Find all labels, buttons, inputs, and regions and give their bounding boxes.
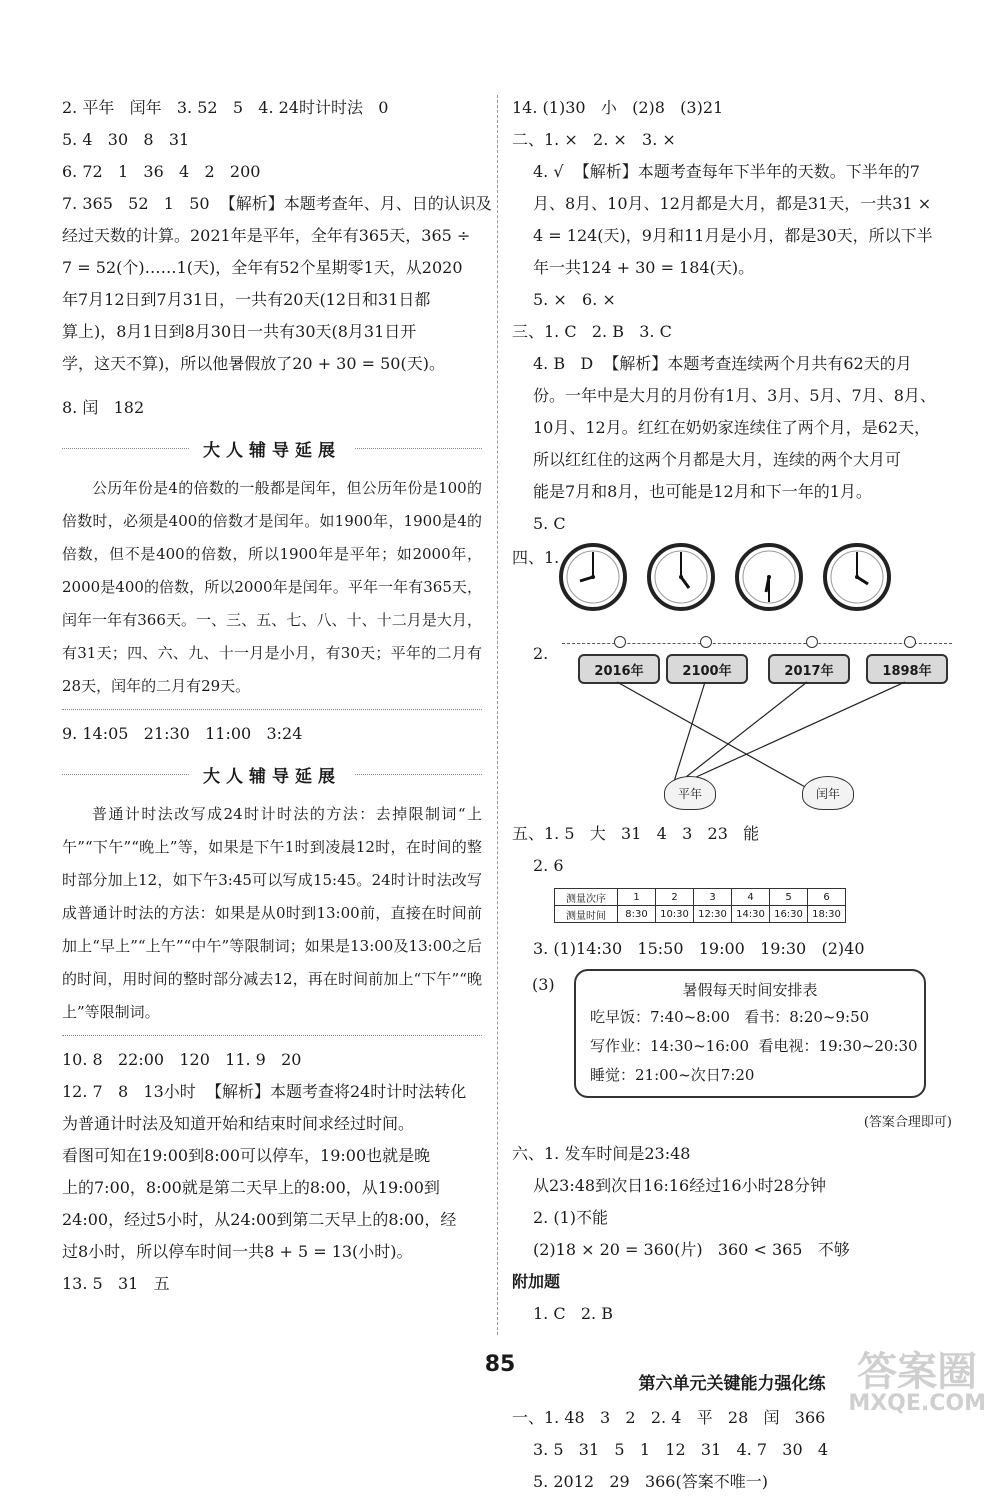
column-divider: [497, 95, 498, 1335]
year-box: 2017年: [768, 654, 850, 684]
answer-line: 过8小时，所以停车时间一共8 + 5 = 13(小时)。: [62, 1242, 413, 1261]
answer-line: 五、1. 5 大 31 4 3 23 能: [512, 824, 760, 843]
extension-title: 大人辅导延展: [62, 428, 482, 468]
question-label: 2.: [533, 644, 549, 663]
answer-line: 三、1. C 2. B 3. C: [512, 322, 672, 341]
table-row: [555, 889, 846, 906]
extension-end-rule: [62, 1035, 482, 1036]
clock-icon: [734, 542, 804, 612]
table-cell: 12:30: [694, 906, 732, 923]
schedule-title: 暑假每天时间安排表: [682, 981, 818, 999]
answer-line: 10. 8 22:00 120 11. 9 20: [62, 1050, 302, 1069]
year-matching-diagram: [512, 626, 952, 816]
answer-line: (2)18 × 20 = 360(片) 360 < 365 不够: [533, 1240, 850, 1259]
clock-icon: [558, 542, 628, 612]
table-cell: 16:30: [770, 906, 808, 923]
answer-line: 14. (1)30 小 (2)8 (3)21: [512, 98, 724, 117]
schedule-row: 睡觉：21:00~次日7:20: [590, 1066, 755, 1084]
schedule-row: 吃早饭：7:40~8:00 看书：8:20~9:50: [590, 1008, 870, 1026]
answer-line: 2. 6: [533, 856, 564, 875]
answer-line: 13. 5 31 五: [62, 1274, 170, 1293]
extension-title: 大人辅导延展: [62, 754, 482, 794]
answer-line: 2. 平年 闰年 3. 52 5 4. 24时计时法 0: [62, 98, 389, 117]
clock-icon: [822, 542, 892, 612]
table-cell: 测量时间: [555, 906, 618, 923]
table-row: [555, 906, 846, 923]
table-cell: 18:30: [808, 906, 846, 923]
answer-line: 从23:48到次日16:16经过16小时28分钟: [533, 1176, 826, 1195]
answer-note: (答案合理即可): [863, 1115, 952, 1130]
answer-line: 5. × 6. ×: [533, 290, 616, 309]
clock-icon: [646, 542, 716, 612]
extension-note: 普通计时法改写成24时计时法的方法：去掉限制词“上午”“下午”“晚上”等，如果是下午1时到凌晨12时，在时间的整时部分加上12，如下午3:45可以写成15:45。24时计时法改写成普通计时法的方法：如果是从0时到13:00前，直接在时间前加上“早上”“上午”“中午”等限制词；如果是13:00及13:00之后的时间，用时间的整时部分减去12，再在时间前加上“下午”“晚上”等限制词。: [62, 805, 482, 1021]
matching-lines: [512, 626, 952, 816]
watermark-logo: 答案圈 MXQE.COM: [848, 1349, 986, 1416]
schedule-block: [512, 969, 952, 1098]
answer-line: 9. 14:05 21:30 11:00 3:24: [62, 724, 303, 743]
extension-end-rule: [62, 709, 482, 710]
answer-line: 学，这天不算)，所以他暑假放了20 + 30 = 50(天)。: [62, 354, 445, 373]
answer-line: 12. 7 8 13小时 【解析】本题考查将24时计时法转化: [62, 1082, 467, 1101]
year-box: 2016年: [578, 654, 660, 684]
answer-line: 二、1. × 2. × 3. ×: [512, 130, 676, 149]
answer-line: 1. C 2. B: [533, 1304, 613, 1323]
answer-line: 5. 4 30 8 31: [62, 130, 190, 149]
clock-row: [558, 542, 952, 612]
question-label: 四、1.: [512, 548, 560, 567]
answer-line: 10月、12月。红红在奶奶家连续住了两个月，是62天，: [533, 418, 931, 437]
answer-line: 4 = 124(天)，9月和11月是小月，都是30天，所以下半: [533, 226, 933, 245]
table-cell: 1: [618, 889, 656, 906]
answer-line: 所以红红住的这两个月都是大月，连续的两个大月可: [533, 450, 902, 469]
table-cell: 3: [694, 889, 732, 906]
schedule-row: 写作业：14:30~16:00 看电视：19:30~20:30: [590, 1037, 918, 1055]
schedule-box: [574, 969, 926, 1098]
answer-line: 年一共124 + 30 = 184(天)。: [533, 258, 755, 277]
answer-line: 4. B D 【解析】本题考查连续两个月共有62天的月: [533, 354, 912, 373]
answer-line: 5. C: [533, 514, 566, 533]
table-cell: 测量次序: [555, 889, 618, 906]
table-cell: 2: [656, 889, 694, 906]
answer-line: 算上)，8月1日到8月30日一共有30天(8月31日开: [62, 322, 417, 341]
clock-answers: [512, 542, 952, 626]
bonus-title: 附加题: [512, 1272, 561, 1291]
answer-line: 7. 365 52 1 50 【解析】本题考查年、月、日的认识及: [62, 194, 492, 213]
answer-line: 4. √ 【解析】本题考查每年下半年的天数。下半年的7: [533, 162, 920, 181]
answer-line: 为普通计时法及知道开始和结束时间求经过时间。: [62, 1114, 415, 1133]
measurement-table: [554, 888, 846, 923]
answer-line: 6. 72 1 36 4 2 200: [62, 162, 261, 181]
unit-title: 第六单元关键能力强化练: [638, 1374, 826, 1394]
answer-line: 能是7月和8月，也可能是12月和下一年的1月。: [533, 482, 872, 501]
answer-line: 3. (1)14:30 15:50 19:00 19:30 (2)40: [533, 939, 865, 958]
answer-line: 年7月12日到7月31日，一共有20天(12日和31日都: [62, 290, 431, 309]
year-box: 1898年: [866, 654, 948, 684]
answer-line: 月、8月、10月、12月都是大月，都是31天，一共31 ×: [533, 194, 932, 213]
page-number: 85: [484, 1352, 516, 1377]
answer-line: 份。一年中是大月的月份有1月、3月、5月、7月、8月、: [533, 386, 936, 405]
shell-leap-year: 闰年: [802, 776, 854, 810]
answer-line: 2. (1)不能: [533, 1208, 609, 1227]
answer-line: 24:00，经过5小时，从24:00到第二天早上的8:00，经: [62, 1210, 457, 1229]
answer-line: 六、1. 发车时间是23:48: [512, 1144, 691, 1163]
answer-line: 看图可知在19:00到8:00可以停车，19:00也就是晚: [62, 1146, 431, 1165]
left-column: [62, 92, 492, 1300]
table-cell: 4: [732, 889, 770, 906]
year-box: 2100年: [666, 654, 748, 684]
answer-line: 3. 5 31 5 1 12 31 4. 7 30 4: [533, 1440, 829, 1459]
answer-line: 一、1. 48 3 2 2. 4 平 28 闰 366: [512, 1408, 826, 1427]
table-cell: 14:30: [732, 906, 770, 923]
extension-note: 公历年份是4的倍数的一般都是闰年，但公历年份是100的倍数时，必须是400的倍数才是闰年。如1900年，1900是4的倍数，但不是400的倍数，所以1900年是平年；如2000年，2000是400的倍数，所以2000年是闰年。平年一年有365天，闰年一年有366天。一、三、五、七、八、十、十二月是大月，有31天；四、六、九、十一月是小月，有30天；平年的二月有28天，闰年的二月有29天。: [62, 479, 482, 695]
question-label: (3): [532, 975, 555, 994]
right-column: [512, 92, 952, 1498]
answer-line: 8. 闰 182: [62, 398, 145, 417]
table-cell: 10:30: [656, 906, 694, 923]
answer-line: 7 = 52(个)……1(天)，全年有52个星期零1天，从2020: [62, 258, 463, 277]
table-cell: 8:30: [618, 906, 656, 923]
answer-line: 5. 2012 29 366(答案不唯一): [533, 1472, 768, 1491]
table-cell: 5: [770, 889, 808, 906]
answer-line: 经过天数的计算。2021年是平年，全年有365天，365 ÷: [62, 226, 471, 245]
shell-common-year: 平年: [664, 776, 716, 810]
table-cell: 6: [808, 889, 846, 906]
answer-line: 上的7:00，8:00就是第二天早上的8:00，从19:00到: [62, 1178, 440, 1197]
